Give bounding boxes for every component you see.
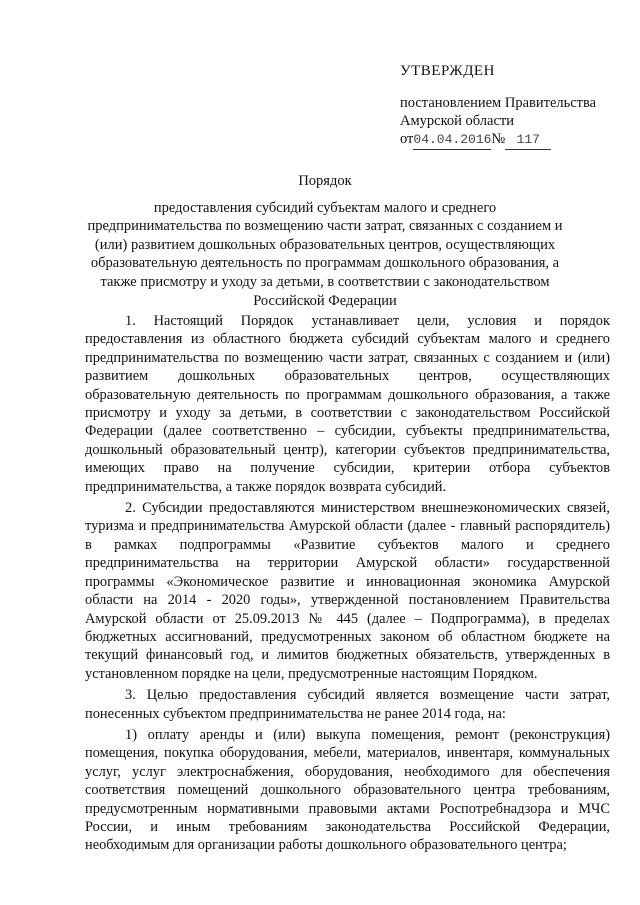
- number-prefix: №: [491, 131, 506, 147]
- approval-line-1: постановлением Правительства: [400, 95, 597, 111]
- paragraph-1: 1. Настоящий Порядок устанавливает цели, условия и порядок предоставления из областного бюджета субсидий субъектам малого и среднего предпринимательства по возмещению части затрат, связанных с созданием и (или) развитием дошкольных образовательных центров, осуществляющих образовательную деятельность по программам дошкольного образования, а также присмотру и уходу за детьми, в соответствии с законодательством Российской Федерации (далее соответственно – субсидии, субъекты предпринимательства, дошкольный образовательный центр), категории субъектов предпринимательства, имеющих право на получение субсидии, критерии отбора субъектов предпринимательства, а также порядок возврата субсидий.: [85, 313, 610, 495]
- paragraph-2: 2. Субсидии предоставляются министерством внешнеэкономических связей, туризма и предпринимательства Амурской области (далее - главный распорядитель) в рамках подпрограммы «Развитие субъектов малого и среднего предпринимательства на территории Амурской области» государственной программы «Экономическое развитие и инновационная экономика Амурской области на 2014 - 2020 годы», утвержденной постановлением Правительства Амурской области от 25.09.2013 № 445 (далее – Подпрограмма), в пределах бюджетных ассигнований, предусмотренных законом об областном бюджете на текущий финансовый год, и лимитов бюджетных обязательств, утвержденных в установленном порядке на цели, предусмотренные настоящим Порядком.: [85, 500, 610, 682]
- approval-number-value: 117: [516, 132, 540, 147]
- title-subheading: предоставления субсидий субъектам малого и среднего предпринимательства по возмещению части затрат, связанных с созданием и (или) развитием дошкольных образовательных центров, осуществляющих образовательную деятельность по программам дошкольного образования, а также присмотру и уходу за детьми, в соответствии с законодательством Российской Федерации: [87, 199, 563, 309]
- approval-heading: УТВЕРЖДЕН: [400, 63, 495, 79]
- approval-date: [413, 130, 491, 150]
- document-body: [85, 312, 610, 855]
- approval-date-line: [400, 130, 610, 150]
- date-prefix: от: [400, 131, 414, 147]
- paragraph-3: 3. Целью предоставления субсидий является возмещение части затрат, понесенных субъектом предпринимательства не ранее 2014 года, на:: [85, 687, 610, 722]
- paragraph-3-item-1: 1) оплату аренды и (или) выкупа помещения, ремонт (реконструкция) помещения, покупка оборудования, мебели, материалов, инвентаря, коммунальных услуг, услуг электроснабжения, оборудования, необходимого для обеспечения соответствия помещений дошкольного образовательного центра требованиям, предусмотренным нормативными правовыми актами Роспотребнадзора и МЧС России, и иным требованиям законодательства Российской Федерации, необходимым для организации работы дошкольного образовательного центра;: [85, 726, 610, 854]
- document-title: [85, 172, 565, 310]
- approval-date-value: 04.04.2016: [413, 132, 492, 147]
- approval-line-2: Амурской области: [400, 113, 514, 129]
- title-heading: Порядок: [298, 173, 352, 189]
- approval-stamp: [400, 62, 610, 150]
- approval-number: [505, 130, 551, 150]
